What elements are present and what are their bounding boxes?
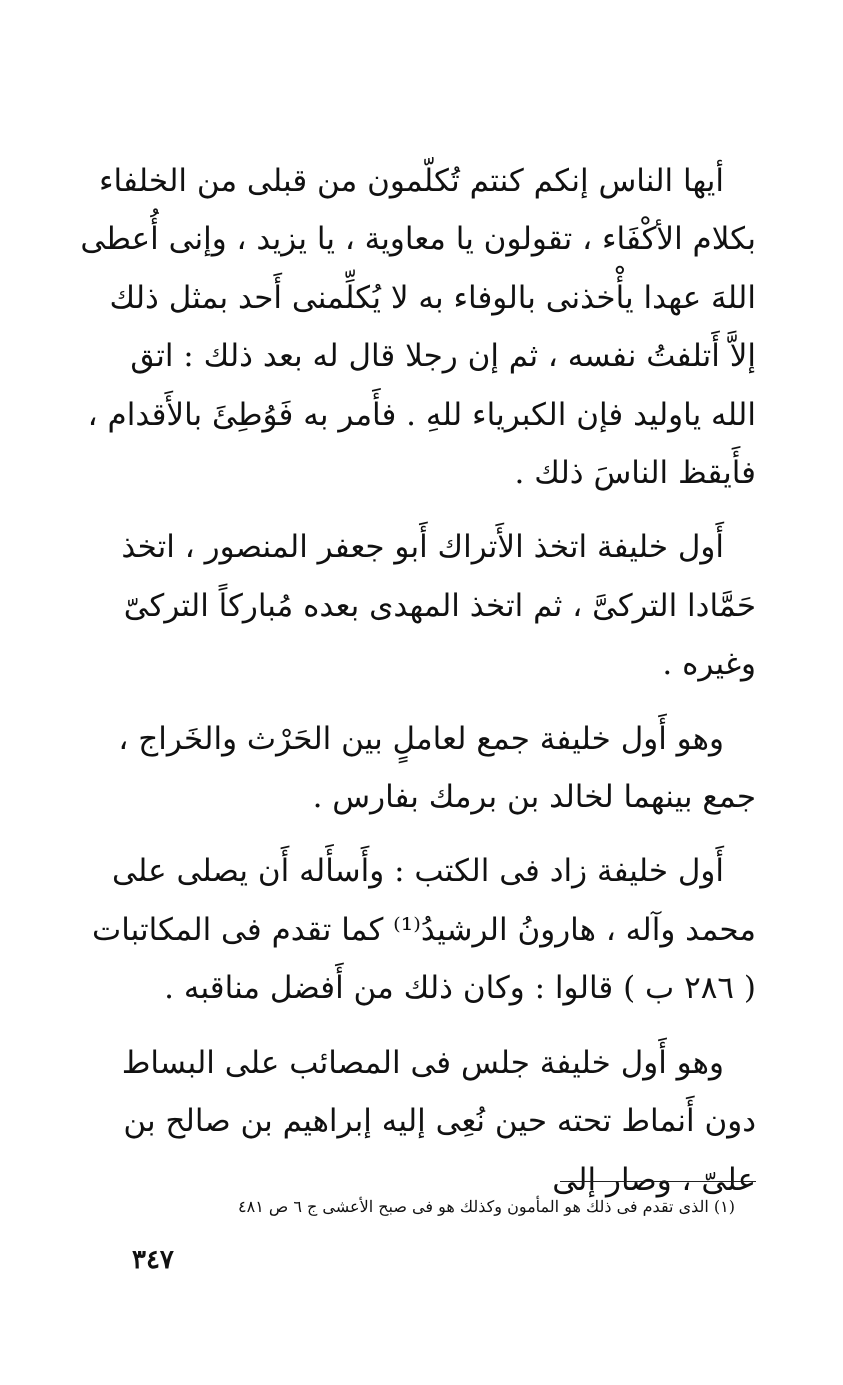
paragraph-3: وهو أَول خليفة جمع لعاملٍ بين الحَرْث والخَراج ، جمع بينهما لخالد بن برمك بفارس . — [118, 720, 756, 816]
paragraph-5: وهو أَول خليفة جلس فى المصائب على البساط دون أَنماط تحته حين نُعِى إليه إبراهيم بن صالح بن علىّ ، وصار إلى — [121, 1044, 756, 1198]
main-text — [76, 152, 756, 1209]
paragraph-2: أَول خليفة اتخذ الأَتراك أَبو جعفر المنصور ، اتخذ حَمَّادا التركىَّ ، ثم اتخذ المهدى بعده مُباركاً التركىّ وغيره . — [121, 529, 756, 683]
footnote-divider — [560, 1181, 756, 1182]
paragraph-1: أيها الناس إنكم كنتم تُكلّمون من قبلى من الخلفاء بكلام الأكْفَاء ، تقولون يا معاوية ، يا يزيد ، وإنى أُعطى اللهَ عهدا يأْخذنى بالوفاء به لا يُكلِّمنى أَحد بمثل ذلك إلاَّ أَتلفتُ نفسه ، ثم إن رجلا قال له بعد ذلك : اتق الله ياوليد فإن الكبرياء للهِ . فأَمر به فَوُطِئَ بالأَقدام ، فأَيقظ الناسَ ذلك . — [80, 163, 756, 492]
paragraph-4: أَول خليفة زاد فى الكتب : وأَسأَله أَن يصلى على محمد وآله ، هارونُ الرشيدُ⁽¹⁾ كما تقدم فى المكاتبات ( ٢٨٦ ب ) قالوا : وكان ذلك من أَفضل مناقبه . — [92, 853, 756, 1007]
page-number: ٣٤٧ — [132, 1245, 174, 1275]
footnote: (١) الذى تقدم فى ذلك هو المأمون وكذلك هو فى صبح الأعشى ج ٦ ص ٤٨١ — [238, 1197, 735, 1216]
